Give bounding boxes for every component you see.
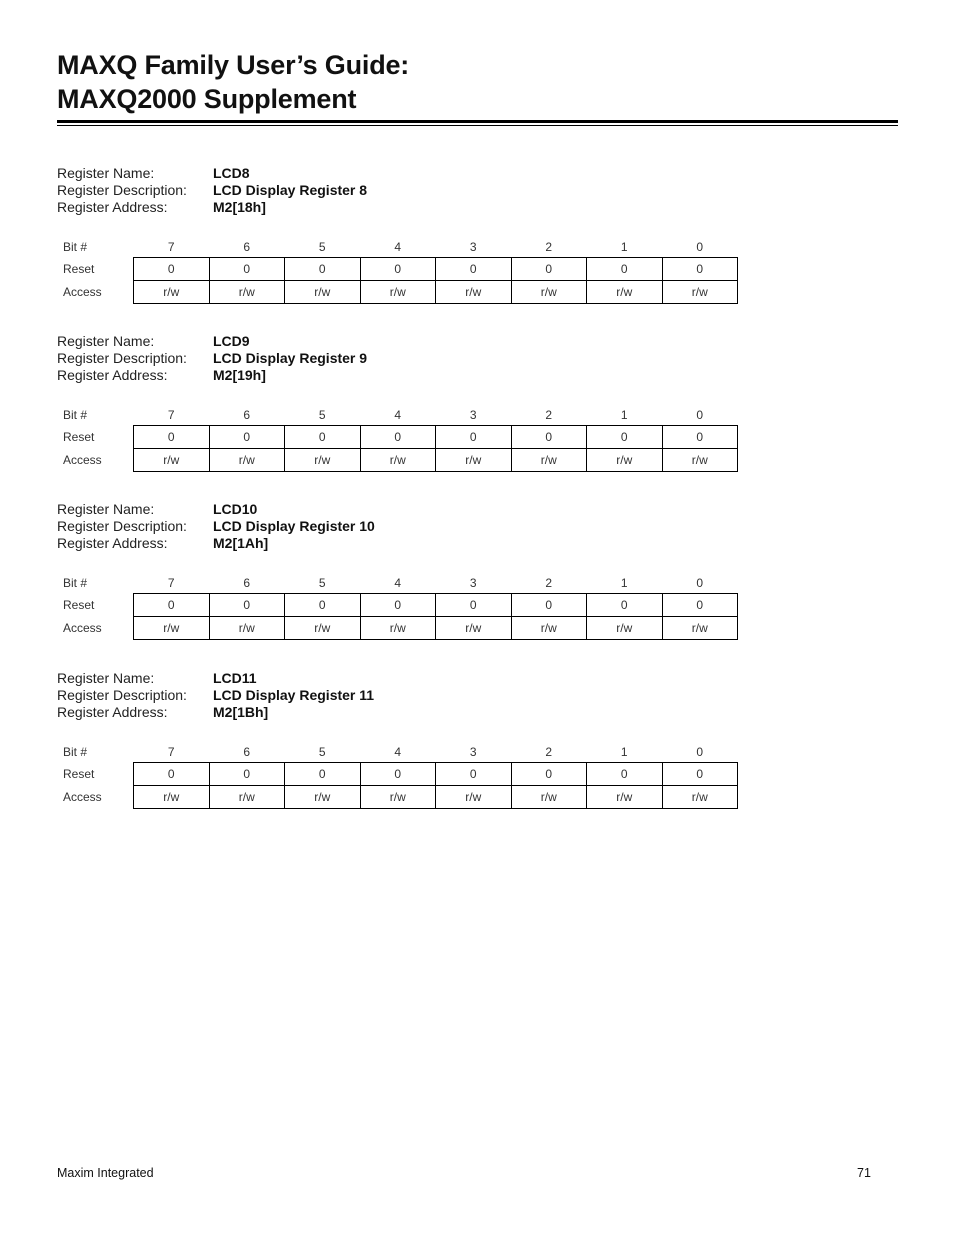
register-name-label: Register Name: — [57, 501, 155, 517]
register-description-label: Register Description: — [57, 182, 187, 198]
access-value-row — [57, 449, 738, 472]
bit-number-cell: 6 — [243, 408, 251, 422]
reset-value-cell: 0 — [209, 258, 285, 281]
bit-number-cell: 4 — [394, 240, 402, 254]
register-name-row — [57, 165, 757, 182]
bit-number-cell: 6 — [243, 576, 251, 590]
access-value-cell: r/w — [134, 281, 210, 304]
bit-number-cell: 1 — [620, 408, 628, 422]
bit-table — [57, 237, 738, 304]
access-value-row-label: Access — [63, 453, 102, 467]
access-value-row-label: Access — [63, 285, 102, 299]
register-description-row — [57, 687, 757, 704]
reset-value-cell: 0 — [436, 594, 512, 617]
bit-number-cell: 5 — [318, 576, 326, 590]
access-value-cell: r/w — [587, 281, 663, 304]
page-header — [57, 48, 898, 116]
reset-value-cell: 0 — [285, 763, 361, 786]
register-address-value: M2[1Ah] — [213, 535, 269, 551]
access-value-cell: r/w — [511, 786, 587, 809]
bit-number-row — [57, 573, 738, 594]
access-value-cell: r/w — [134, 786, 210, 809]
access-value-cell: r/w — [285, 449, 361, 472]
register-name-value: LCD10 — [213, 501, 258, 517]
register-name-label: Register Name: — [57, 333, 155, 349]
register-block-lcd9 — [57, 333, 757, 472]
access-value-cell: r/w — [587, 786, 663, 809]
bit-number-cell: 5 — [318, 408, 326, 422]
bit-number-cell: 1 — [620, 745, 628, 759]
reset-value-row — [57, 763, 738, 786]
register-address-value: M2[18h] — [213, 199, 266, 215]
register-address-row — [57, 367, 757, 384]
reset-value-cell: 0 — [587, 594, 663, 617]
access-value-cell: r/w — [662, 786, 738, 809]
bit-number-cell: 3 — [469, 408, 477, 422]
register-description-value: LCD Display Register 9 — [213, 350, 368, 366]
reset-value-cell: 0 — [134, 763, 210, 786]
access-value-row-label: Access — [63, 790, 102, 804]
access-value-row-label: Access — [63, 621, 102, 635]
access-value-cell: r/w — [134, 617, 210, 640]
register-meta — [57, 501, 757, 552]
register-description-row — [57, 518, 757, 535]
bit-number-row-label: Bit # — [63, 240, 88, 255]
register-meta — [57, 165, 757, 216]
access-value-cell: r/w — [285, 281, 361, 304]
reset-value-cell: 0 — [209, 594, 285, 617]
access-value-cell: r/w — [209, 786, 285, 809]
access-value-cell: r/w — [209, 281, 285, 304]
header-rule-thick — [57, 120, 898, 123]
bit-number-row-label: Bit # — [63, 576, 88, 591]
register-name-value: LCD11 — [213, 670, 257, 686]
register-address-row — [57, 704, 757, 721]
register-name-row — [57, 670, 757, 687]
access-value-cell: r/w — [285, 786, 361, 809]
bit-number-row — [57, 237, 738, 258]
bit-number-cell: 3 — [469, 745, 477, 759]
bit-table — [57, 573, 738, 640]
register-block-lcd8 — [57, 165, 757, 304]
bit-number-cell: 4 — [394, 576, 402, 590]
reset-value-cell: 0 — [511, 426, 587, 449]
bit-number-cell: 3 — [469, 576, 477, 590]
bit-table — [57, 742, 738, 809]
reset-value-cell: 0 — [511, 594, 587, 617]
reset-value-cell: 0 — [662, 594, 738, 617]
register-description-label: Register Description: — [57, 350, 187, 366]
reset-value-cell: 0 — [511, 258, 587, 281]
footer-company: Maxim Integrated — [57, 1166, 154, 1180]
bit-number-cell: 7 — [167, 745, 175, 759]
register-name-value: LCD8 — [213, 165, 250, 181]
bit-number-cell: 7 — [167, 408, 175, 422]
access-value-cell: r/w — [587, 449, 663, 472]
reset-value-row-label: Reset — [63, 430, 95, 444]
access-value-cell: r/w — [436, 786, 512, 809]
header-rule-thin — [57, 125, 898, 126]
reset-value-cell: 0 — [587, 426, 663, 449]
access-value-cell: r/w — [209, 449, 285, 472]
reset-value-cell: 0 — [360, 258, 436, 281]
reset-value-cell: 0 — [360, 426, 436, 449]
access-value-cell: r/w — [662, 449, 738, 472]
page-title-line-1: MAXQ Family User’s Guide: — [57, 50, 410, 80]
reset-value-row-label: Reset — [63, 767, 95, 781]
access-value-cell: r/w — [134, 449, 210, 472]
register-address-value: M2[19h] — [213, 367, 266, 383]
bit-number-row — [57, 742, 738, 763]
reset-value-cell: 0 — [662, 426, 738, 449]
register-description-label: Register Description: — [57, 518, 187, 534]
access-value-cell: r/w — [662, 281, 738, 304]
register-description-row — [57, 182, 757, 199]
reset-value-cell: 0 — [360, 594, 436, 617]
access-value-cell: r/w — [436, 617, 512, 640]
bit-number-row — [57, 405, 738, 426]
bit-number-row-label: Bit # — [63, 745, 88, 760]
register-address-label: Register Address: — [57, 199, 168, 215]
reset-value-cell: 0 — [436, 426, 512, 449]
access-value-cell: r/w — [209, 617, 285, 640]
register-block-lcd11 — [57, 670, 757, 809]
register-name-row — [57, 501, 757, 518]
page-title-line-2: MAXQ2000 Supplement — [57, 84, 357, 114]
reset-value-cell: 0 — [285, 426, 361, 449]
reset-value-cell: 0 — [511, 763, 587, 786]
bit-number-cell: 2 — [545, 408, 553, 422]
reset-value-cell: 0 — [360, 763, 436, 786]
access-value-row — [57, 786, 738, 809]
reset-value-cell: 0 — [285, 594, 361, 617]
bit-number-cell: 2 — [545, 240, 553, 254]
reset-value-cell: 0 — [285, 258, 361, 281]
access-value-cell: r/w — [360, 449, 436, 472]
access-value-cell: r/w — [511, 281, 587, 304]
register-name-label: Register Name: — [57, 165, 155, 181]
bit-number-cell: 4 — [394, 408, 402, 422]
bit-number-cell: 2 — [545, 576, 553, 590]
reset-value-cell: 0 — [436, 258, 512, 281]
reset-value-cell: 0 — [209, 763, 285, 786]
bit-number-cell: 6 — [243, 745, 251, 759]
reset-value-cell: 0 — [436, 763, 512, 786]
bit-number-cell: 1 — [620, 240, 628, 254]
access-value-cell: r/w — [360, 786, 436, 809]
reset-value-row — [57, 594, 738, 617]
access-value-cell: r/w — [511, 617, 587, 640]
bit-number-cell: 0 — [696, 240, 704, 254]
reset-value-cell: 0 — [662, 258, 738, 281]
reset-value-row-label: Reset — [63, 262, 95, 276]
reset-value-cell: 0 — [134, 426, 210, 449]
bit-number-cell: 4 — [394, 745, 402, 759]
bit-number-cell: 0 — [696, 576, 704, 590]
access-value-cell: r/w — [511, 449, 587, 472]
register-address-row — [57, 535, 757, 552]
register-description-value: LCD Display Register 11 — [213, 687, 375, 703]
footer-page-number: 71 — [857, 1166, 871, 1180]
register-description-value: LCD Display Register 8 — [213, 182, 368, 198]
bit-number-cell: 2 — [545, 745, 553, 759]
bit-number-cell: 1 — [620, 576, 628, 590]
reset-value-row — [57, 258, 738, 281]
access-value-cell: r/w — [285, 617, 361, 640]
bit-number-cell: 6 — [243, 240, 251, 254]
register-description-value: LCD Display Register 10 — [213, 518, 375, 534]
register-name-label: Register Name: — [57, 670, 155, 686]
bit-number-cell: 3 — [469, 240, 477, 254]
register-meta — [57, 670, 757, 721]
access-value-cell: r/w — [436, 449, 512, 472]
reset-value-cell: 0 — [134, 258, 210, 281]
access-value-cell: r/w — [436, 281, 512, 304]
bit-number-cell: 5 — [318, 240, 326, 254]
reset-value-cell: 0 — [134, 594, 210, 617]
register-block-lcd10 — [57, 501, 757, 640]
register-name-row — [57, 333, 757, 350]
access-value-cell: r/w — [662, 617, 738, 640]
register-name-value: LCD9 — [213, 333, 250, 349]
bit-number-cell: 0 — [696, 408, 704, 422]
access-value-cell: r/w — [360, 281, 436, 304]
bit-table — [57, 405, 738, 472]
reset-value-row-label: Reset — [63, 598, 95, 612]
register-address-row — [57, 199, 757, 216]
reset-value-cell: 0 — [587, 763, 663, 786]
bit-number-cell: 0 — [696, 745, 704, 759]
register-description-label: Register Description: — [57, 687, 187, 703]
access-value-row — [57, 617, 738, 640]
bit-number-cell: 7 — [167, 240, 175, 254]
register-address-label: Register Address: — [57, 367, 168, 383]
reset-value-cell: 0 — [587, 258, 663, 281]
reset-value-cell: 0 — [209, 426, 285, 449]
bit-number-row-label: Bit # — [63, 408, 88, 423]
reset-value-row — [57, 426, 738, 449]
access-value-cell: r/w — [360, 617, 436, 640]
register-address-label: Register Address: — [57, 704, 168, 720]
bit-number-cell: 5 — [318, 745, 326, 759]
access-value-row — [57, 281, 738, 304]
access-value-cell: r/w — [587, 617, 663, 640]
register-address-value: M2[1Bh] — [213, 704, 269, 720]
bit-number-cell: 7 — [167, 576, 175, 590]
register-meta — [57, 333, 757, 384]
register-description-row — [57, 350, 757, 367]
register-address-label: Register Address: — [57, 535, 168, 551]
reset-value-cell: 0 — [662, 763, 738, 786]
